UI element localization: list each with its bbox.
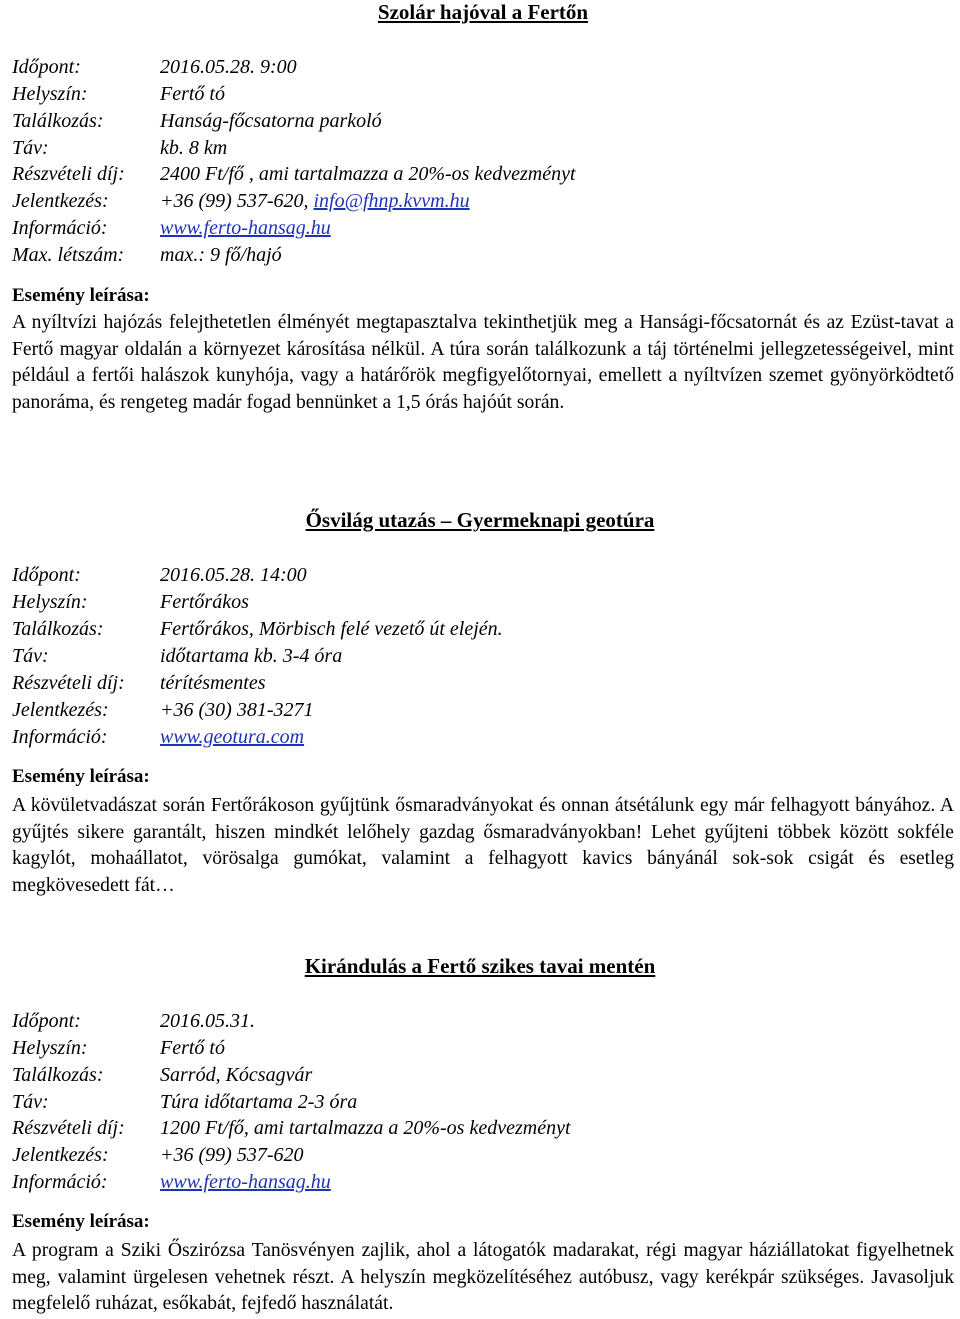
- detail-row-meeting: [0, 618, 960, 644]
- detail-label: Információ:: [12, 726, 108, 748]
- detail-row-date: [0, 56, 960, 82]
- detail-label: Időpont:: [12, 56, 81, 78]
- detail-value: 2016.05.28. 9:00: [160, 56, 297, 78]
- detail-row-distance: [0, 137, 960, 163]
- description-label: Esemény leírása:: [12, 1211, 150, 1232]
- detail-row-info: [0, 1171, 960, 1197]
- detail-value: +36 (99) 537-620: [160, 1144, 304, 1166]
- detail-value: térítésmentes: [160, 672, 266, 694]
- detail-row-fee: [0, 163, 960, 189]
- detail-value: max.: 9 fő/hajó: [160, 244, 282, 266]
- detail-row-registration: [0, 1144, 960, 1170]
- detail-value: Sarród, Kócsagvár: [160, 1064, 313, 1086]
- detail-value: 2016.05.28. 14:00: [160, 564, 307, 586]
- detail-label: Helyszín:: [12, 1037, 88, 1059]
- phone-text: +36 (99) 537-620,: [160, 190, 314, 212]
- detail-label: Táv:: [12, 1091, 49, 1113]
- detail-value: 2400 Ft/fő , ami tartalmazza a 20%-os kedvezményt: [160, 163, 576, 185]
- detail-value: Fertő tó: [160, 83, 225, 105]
- detail-label: Táv:: [12, 137, 49, 159]
- detail-label: Időpont:: [12, 564, 81, 586]
- detail-label: Helyszín:: [12, 591, 88, 613]
- detail-label: Találkozás:: [12, 1064, 104, 1086]
- detail-label: Max. létszám:: [12, 244, 125, 266]
- detail-row-distance: [0, 645, 960, 671]
- website-link[interactable]: www.geotura.com: [160, 726, 305, 748]
- detail-label: Információ:: [12, 217, 108, 239]
- event-title: Kirándulás a Fertő szikes tavai mentén: [304, 954, 656, 978]
- email-link[interactable]: info@fhnp.kvvm.hu: [313, 190, 470, 212]
- event-title: Szolár hajóval a Fertőn: [377, 0, 589, 24]
- detail-value: Fertőrákos: [160, 591, 249, 613]
- event-description: A kövületvadászat során Fertőrákoson gyűjtünk ősmaradványokat és onnan átsétálunk egy már felhagyott bányához. A gyűjtés sikere garantált, hiszen mindkét lelőhely gazdag ősmaradványokban! Lehet gyűjteni többek között sokféle kagylót, mohaállatot, vörösalga gumókat, valamint a felhagyott kavics bányánál sok-sok csigát és esetleg megkövesedett fát…: [12, 795, 954, 896]
- detail-value: 1200 Ft/fő, ami tartalmazza a 20%-os kedvezményt: [160, 1117, 571, 1139]
- detail-row-info: [0, 217, 960, 243]
- website-link[interactable]: www.ferto-hansag.hu: [160, 1171, 331, 1193]
- detail-value: kb. 8 km: [160, 137, 228, 159]
- detail-value: [160, 190, 470, 213]
- detail-row-max: [0, 244, 960, 270]
- detail-value: +36 (30) 381-3271: [160, 699, 314, 721]
- detail-label: Részvételi díj:: [12, 672, 125, 694]
- detail-row-registration: [0, 699, 960, 725]
- detail-row-location: [0, 83, 960, 109]
- detail-label: Találkozás:: [12, 618, 104, 640]
- detail-label: Táv:: [12, 645, 49, 667]
- detail-label: Jelentkezés:: [12, 699, 109, 721]
- detail-label: Helyszín:: [12, 83, 88, 105]
- description-label: Esemény leírása:: [12, 285, 150, 306]
- detail-label: Információ:: [12, 1171, 108, 1193]
- detail-row-date: [0, 564, 960, 590]
- event-description: A nyíltvízi hajózás felejthetetlen élményét megtapasztalva tekinthetjük meg a Hansági-főcsatornát és az Ezüst-tavat a Fertő magyar oldalán a környezet károsítása nélkül. A túra során találkozunk a táj történelmi jellegzetességeivel, mint például a fertői halászok kunyhója, vagy a határőrök megfigyelőtornyai, emellett a nyíltvízen szemet gyönyörködtető panoráma, és rengeteg madár fogad bennünket a 1,5 órás hajóút során.: [12, 312, 954, 413]
- event-title: Ősvilág utazás – Gyermeknapi geotúra: [305, 508, 655, 532]
- detail-row-registration: [0, 190, 960, 216]
- detail-value: 2016.05.31.: [160, 1010, 255, 1032]
- detail-value: Túra időtartama 2-3 óra: [160, 1091, 358, 1113]
- detail-label: Jelentkezés:: [12, 1144, 109, 1166]
- detail-row-meeting: [0, 110, 960, 136]
- detail-row-location: [0, 591, 960, 617]
- detail-row-fee: [0, 672, 960, 698]
- detail-label: Részvételi díj:: [12, 163, 125, 185]
- detail-label: Jelentkezés:: [12, 190, 109, 212]
- detail-row-date: [0, 1010, 960, 1036]
- detail-row-meeting: [0, 1064, 960, 1090]
- detail-value: Fertő tó: [160, 1037, 225, 1059]
- website-link[interactable]: www.ferto-hansag.hu: [160, 217, 331, 239]
- detail-label: Időpont:: [12, 1010, 81, 1032]
- detail-row-info: [0, 726, 960, 752]
- detail-row-fee: [0, 1117, 960, 1143]
- event-description: A program a Sziki Őszirózsa Tanösvényen zajlik, ahol a látogatók madarakat, régi magyar háziállatokat figyelhetnek meg, valamint ürgelesen vehetnek részt. A helyszín megközelítéséhez autóbusz, vagy kerékpár szükséges. Javasoljuk megfelelő ruházat, esőkabát, fejfedő használatát.: [12, 1240, 954, 1315]
- detail-value: Hanság-főcsatorna parkoló: [160, 110, 382, 132]
- description-label: Esemény leírása:: [12, 766, 150, 787]
- detail-value: Fertőrákos, Mörbisch felé vezető út elején.: [160, 618, 503, 640]
- detail-row-distance: [0, 1091, 960, 1117]
- detail-row-location: [0, 1037, 960, 1063]
- detail-label: Részvételi díj:: [12, 1117, 125, 1139]
- detail-label: Találkozás:: [12, 110, 104, 132]
- detail-value: időtartama kb. 3-4 óra: [160, 645, 343, 667]
